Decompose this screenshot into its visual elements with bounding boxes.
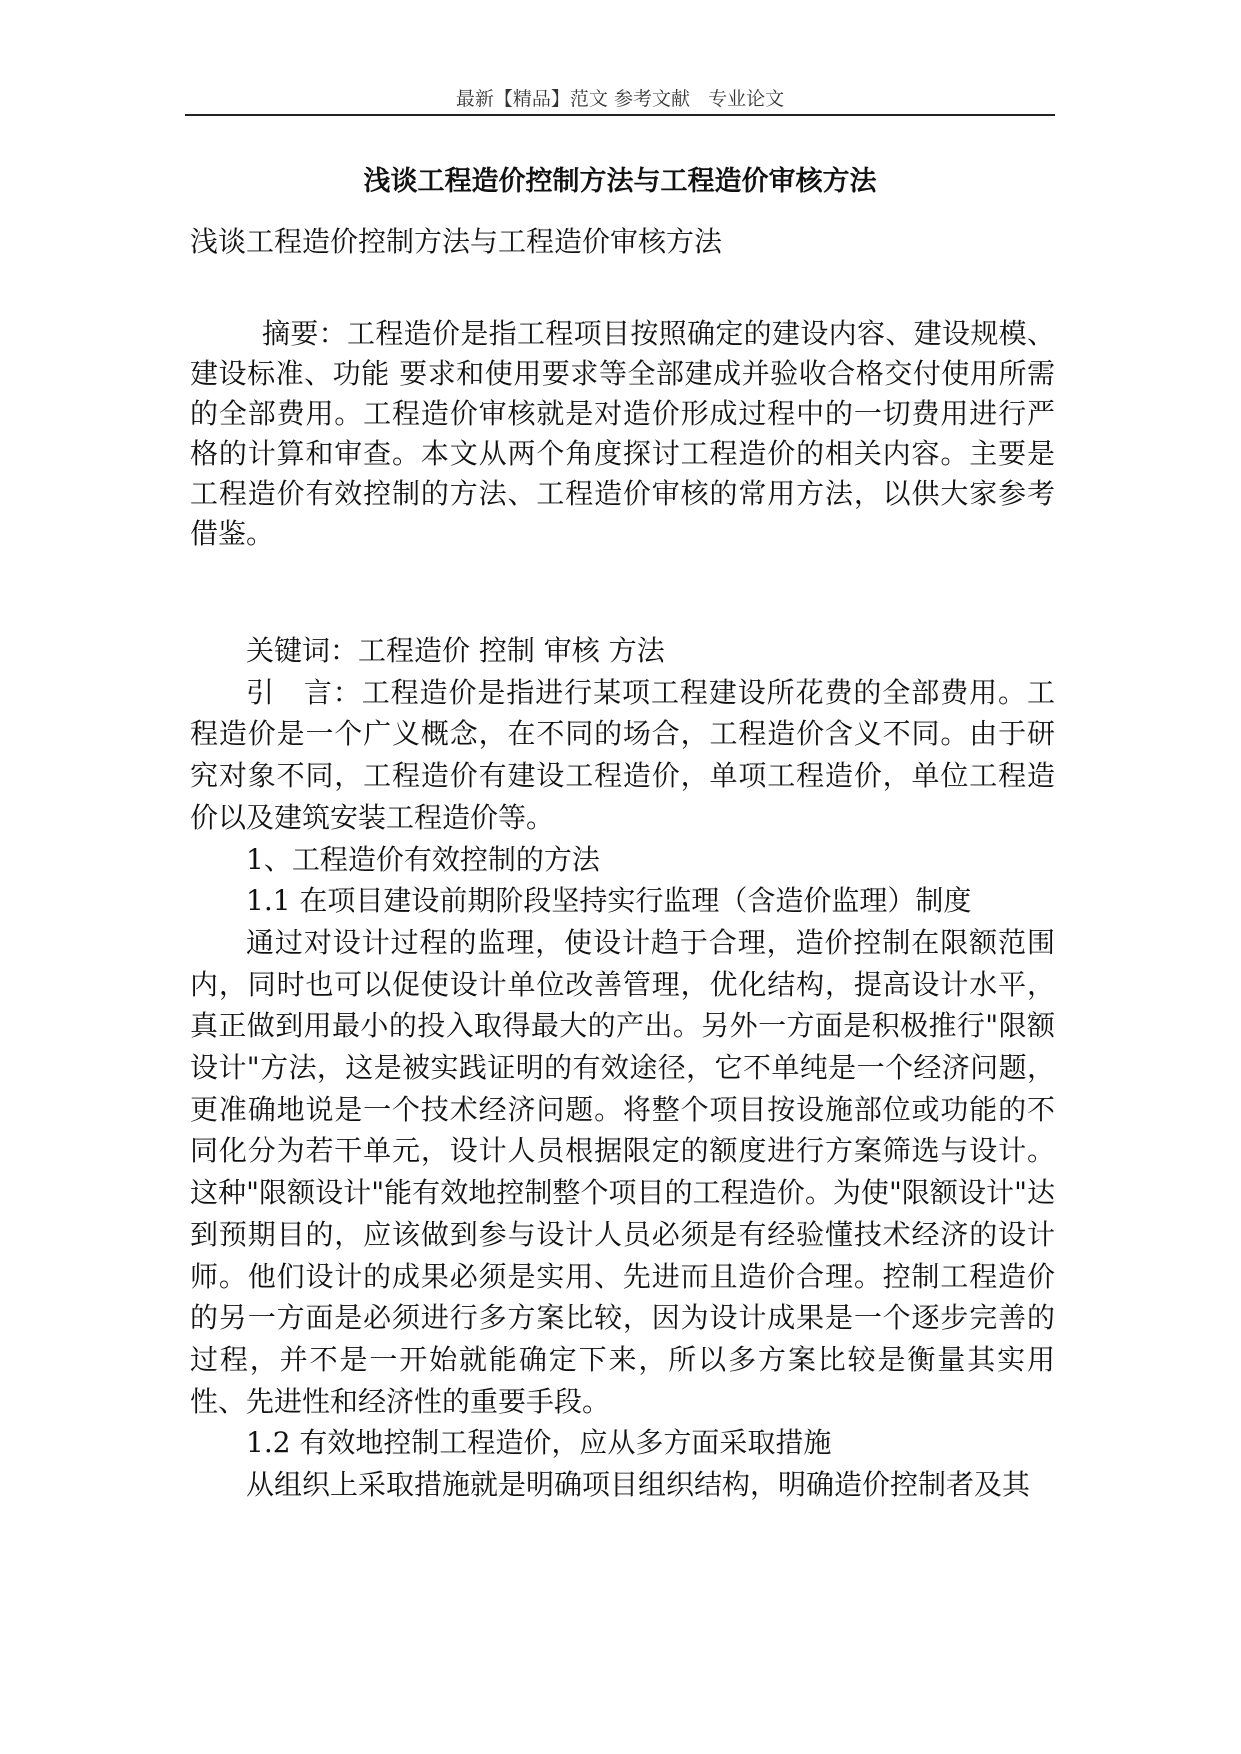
- section-1-1-paragraph: 通过对设计过程的监理，使设计趋于合理，造价控制在限额范围内，同时也可以促使设计单位改善管理，优化结构，提高设计水平，真正做到用最小的投入取得最大的产出。另外一方面是积极推行"限额设计"方法，这是被实践证明的有效途径，它不单纯是一个经济问题，更准确地说是一个技术经济问题。将整个项目按设施部位或功能的不同化分为若干单元，设计人员根据限定的额度进行方案筛选与设计。这种"限额设计"能有效地控制整个项目的工程造价。为使"限额设计"达到预期目的，应该做到参与设计人员必须是有经验懂技术经济的设计师。他们设计的成果必须是实用、先进而且造价合理。控制工程造价的另一方面是必须进行多方案比较，因为设计成果是一个逐步完善的过程，并不是一开始就能确定下来，所以多方案比较是衡量其实用性、先进性和经济性的重要手段。: [190, 925, 1055, 1418]
- main-body: [190, 630, 1055, 1506]
- introduction-paragraph: 引 言：工程造价是指进行某项工程建设所花费的全部费用。工程造价是一个广义概念，在不同的场合，工程造价含义不同。由于研究对象不同，工程造价有建设工程造价，单项工程造价，单位工程造价以及建筑安装工程造价等。: [190, 675, 1055, 834]
- section-1-2-heading: 1.2 有效地控制工程造价，应从多方面采取措施: [246, 1426, 832, 1460]
- running-header: 最新【精品】范文 参考文献 专业论文: [455, 88, 785, 110]
- keywords-line: 关键词：工程造价 控制 审核 方法: [246, 634, 665, 667]
- section-1-1-heading: 1.1 在项目建设前期阶段坚持实行监理（含造价监理）制度: [246, 884, 972, 918]
- document-title: 浅谈工程造价控制方法与工程造价审核方法: [363, 166, 877, 197]
- abstract-paragraph: 摘要：工程造价是指工程项目按照确定的建设内容、建设规模、建设标准、功能 要求和使用要求等全部建成并验收合格交付使用所需的全部费用。工程造价审核就是对造价形成过程中的一切费用进行严格的计算和审查。本文从两个角度探讨工程造价的相关内容。主要是工程造价有效控制的方法、工程造价审核的常用方法，以供大家参考借鉴。: [190, 317, 1055, 550]
- section-1-heading: 1、工程造价有效控制的方法: [246, 842, 600, 876]
- document-subtitle: 浅谈工程造价控制方法与工程造价审核方法: [190, 225, 723, 258]
- header-divider: [185, 114, 1055, 116]
- section-1-2-paragraph: 从组织上采取措施就是明确项目组织结构，明确造价控制者及其: [246, 1468, 1031, 1502]
